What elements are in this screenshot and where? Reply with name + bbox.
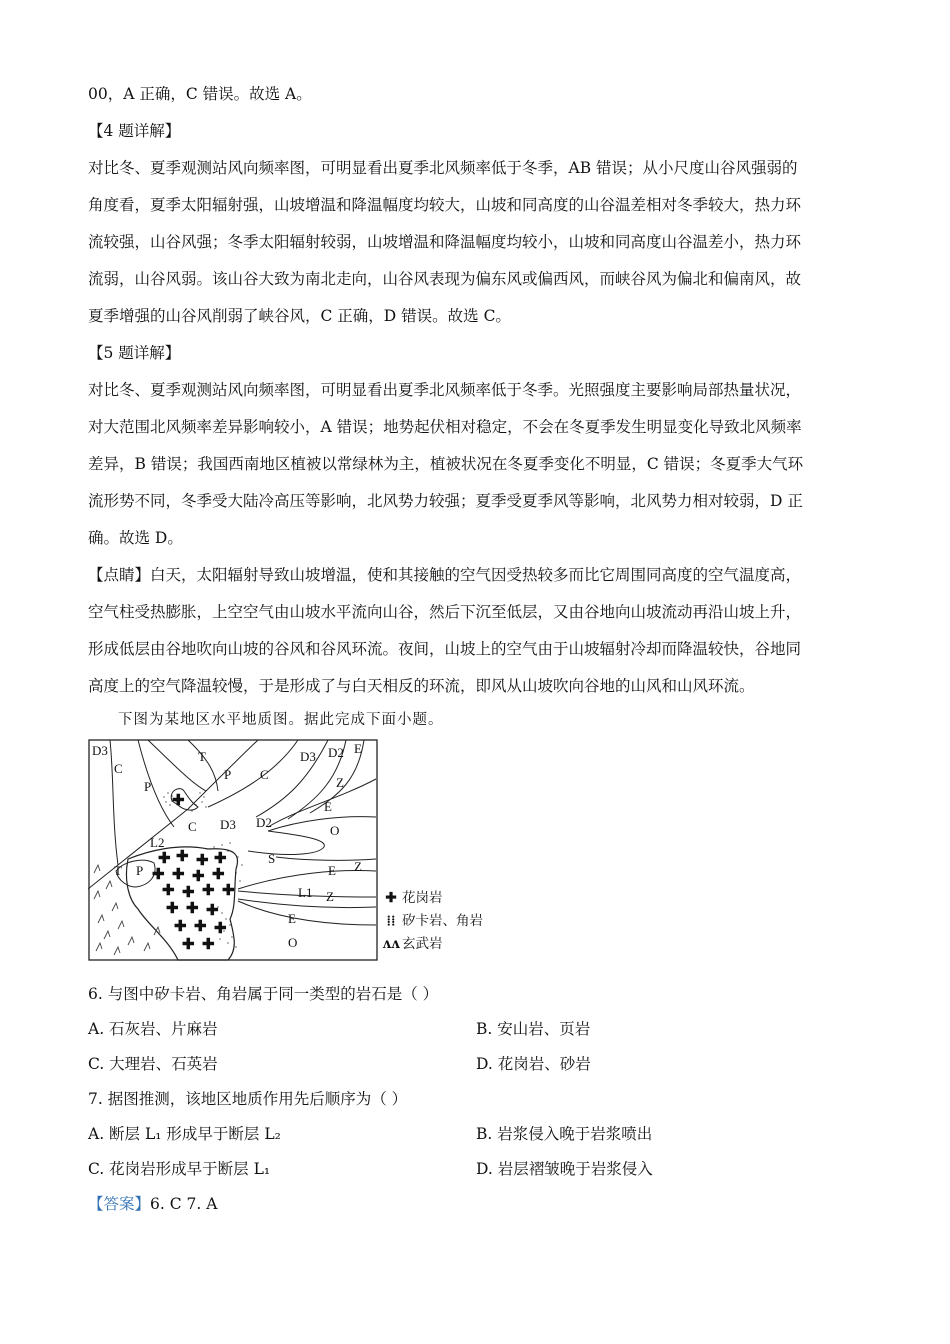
option-d: D. 岩层褶皱晚于岩浆侵入 (476, 1160, 653, 1178)
text-line: 高度上的空气降温较慢，于是形成了与白天相反的环流，即风从山坡吹向谷地的山风和山风环流。 (88, 677, 755, 695)
text-line: 【点睛】白天，太阳辐射导致山坡增温，使和其接触的空气因受热较多而比它周围同高度的空气温度高， (88, 566, 802, 584)
option-b: B. 岩浆侵入晚于岩浆喷出 (476, 1125, 653, 1143)
svg-text:✚: ✚ (194, 919, 207, 935)
map-legend (380, 887, 520, 956)
text-line: 形成低层由谷地吹向山坡的谷风和谷风环流。夜间，山坡上的空气由于山坡辐射冷却而降温较快，谷地同 (88, 640, 802, 658)
option-c: C. 花岗岩形成早于断层 L₁ (88, 1160, 271, 1178)
map-label: C (188, 819, 197, 834)
text-line: 对比冬、夏季观测站风向频率图，可明显看出夏季北风频率低于冬季。光照强度主要影响局部热量状况， (88, 381, 802, 399)
section-heading-q5: 【5 题详解】 (88, 344, 181, 362)
legend-basalt (380, 933, 520, 956)
legend-granite (380, 887, 520, 910)
basalt-hatch-icon: ʌʌ (382, 936, 400, 952)
map-label: E (288, 911, 296, 926)
svg-text:✚: ✚ (214, 921, 227, 937)
svg-text:✚: ✚ (186, 901, 199, 917)
map-label: P (144, 779, 152, 794)
map-label: D3 (300, 749, 316, 764)
question-7-stem: 7. 据图推测，该地区地质作用先后顺序为（ ） (88, 1090, 408, 1108)
answer-tag: 【答案】 (88, 1195, 151, 1213)
map-label: P (224, 767, 232, 782)
map-label: D2 (328, 745, 344, 760)
option-a: A. 断层 L₁ 形成早于断层 L₂ (88, 1125, 281, 1143)
map-label: E (328, 863, 336, 878)
page-content (88, 76, 860, 1222)
answer-line (88, 1187, 860, 1222)
text-line: 角度看，夏季太阳辐射强，山坡增温和降温幅度均较大，山坡和同高度的山谷温差相对冬季较大，热力环 (88, 196, 802, 214)
granite-cross-icon: ✚ (385, 890, 397, 906)
svg-text:✚: ✚ (172, 793, 185, 809)
text-line: 夏季增强的山谷风削弱了峡谷风，C 正确，D 错误。故选 C。 (88, 307, 511, 325)
map-label: E (354, 741, 362, 756)
legend-label: 玄武岩 (402, 936, 443, 952)
map-label: E (324, 799, 332, 814)
question-7-options-row-2 (88, 1152, 860, 1187)
svg-text:✚: ✚ (212, 867, 225, 883)
svg-text:✚: ✚ (166, 901, 179, 917)
svg-text:✚: ✚ (176, 849, 189, 865)
question-6-options-row-1 (88, 1012, 860, 1047)
map-label: L2 (150, 835, 165, 850)
map-label: Z (354, 859, 362, 874)
map-label: T (198, 749, 206, 764)
text-line: 流弱，山谷风弱。该山谷大致为南北走向，山谷风表现为偏东风或偏西风，而峡谷风为偏北和偏南风，故 (88, 270, 802, 288)
option-b: B. 安山岩、页岩 (476, 1020, 591, 1038)
geologic-map-figure (88, 739, 508, 971)
map-label: D3 (92, 743, 108, 758)
map-label: D2 (256, 815, 272, 830)
map-label: O (330, 823, 340, 838)
figure-intro: 下图为某地区水平地质图。据此完成下面小题。 (118, 712, 444, 728)
svg-text:✚: ✚ (214, 851, 227, 867)
svg-text:✚: ✚ (182, 885, 195, 901)
legend-label: 矽卡岩、角岩 (402, 913, 483, 929)
map-label: D3 (220, 817, 236, 832)
svg-text:✚: ✚ (182, 937, 195, 953)
text-line: 差异，B 错误；我国西南地区植被以常绿林为主，植被状况在冬夏季变化不明显，C 错误；冬夏季大气环 (88, 455, 804, 473)
text-line: 流形势不同，冬季受大陆冷高压等影响，北风势力较强；夏季受夏季风等影响，北风势力相对较弱，D 正 (88, 492, 803, 510)
map-label: S (268, 851, 276, 866)
map-label: Z (326, 889, 334, 904)
map-label: C (260, 767, 269, 782)
option-d: D. 花岗岩、砂岩 (476, 1055, 591, 1073)
svg-text:✚: ✚ (222, 883, 235, 899)
legend-label: 花岗岩 (402, 890, 443, 906)
svg-text:✚: ✚ (162, 883, 175, 899)
legend-skarn (380, 910, 520, 933)
map-label: O (288, 935, 298, 950)
map-label: C (114, 761, 123, 776)
map-label: T (114, 863, 122, 878)
text-line: 空气柱受热膨胀，上空空气由山坡水平流向山谷，然后下沉至低层，又由谷地向山坡流动再沿山坡上升， (88, 603, 802, 621)
map-label: L1 (298, 885, 313, 900)
text-line: 确。故选 D。 (88, 529, 183, 547)
map-label: P (136, 863, 144, 878)
svg-text:✚: ✚ (152, 867, 165, 883)
option-c: C. 大理岩、石英岩 (88, 1055, 218, 1073)
svg-text:✚: ✚ (174, 919, 187, 935)
svg-text:✚: ✚ (202, 937, 215, 953)
map-label: Z (336, 775, 344, 790)
question-7-options-row-1 (88, 1117, 860, 1152)
text-line: 流较强，山谷风强；冬季太阳辐射较弱，山坡增温和降温幅度均较小，山坡和同高度山谷温差小，热力环 (88, 233, 802, 251)
answer-text: 6. C 7. A (150, 1195, 218, 1213)
geologic-map (88, 739, 378, 961)
svg-text:✚: ✚ (202, 883, 215, 899)
text-line: 对比冬、夏季观测站风向频率图，可明显看出夏季北风频率低于冬季，AB 错误；从小尺度山谷风强弱的 (88, 159, 798, 177)
svg-text:✚: ✚ (158, 851, 171, 867)
section-heading-q4: 【4 题详解】 (88, 122, 181, 140)
text-line: 00，A 正确，C 错误。故选 A。 (88, 85, 312, 103)
svg-text:✚: ✚ (196, 853, 209, 869)
question-6-stem: 6. 与图中矽卡岩、角岩属于同一类型的岩石是（ ） (88, 985, 439, 1003)
stipple-icon: ⁞⁞ (386, 913, 396, 929)
question-6-options-row-2 (88, 1047, 860, 1082)
svg-text:✚: ✚ (206, 903, 219, 919)
svg-text:✚: ✚ (192, 869, 205, 885)
svg-text:✚: ✚ (172, 867, 185, 883)
text-line: 对大范围北风频率差异影响较小，A 错误；地势起伏相对稳定，不会在冬夏季发生明显变化导致北风频率 (88, 418, 802, 436)
option-a: A. 石灰岩、片麻岩 (88, 1020, 218, 1038)
